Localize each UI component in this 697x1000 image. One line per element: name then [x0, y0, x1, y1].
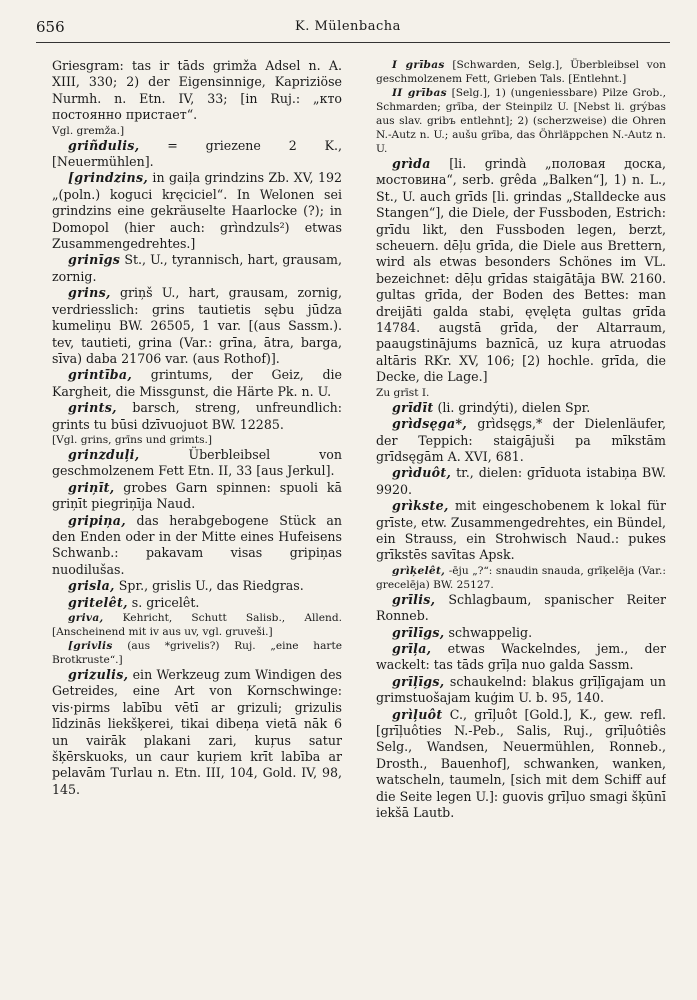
dictionary-entry [376, 400, 666, 416]
dictionary-entry [376, 58, 666, 86]
entry-text: Spr., grislis U., das Riedgras. [114, 578, 304, 594]
entry-text: Griesgram: tas ir tāds grimža Adsel n. A. XIII, 330; 2) der Eigensinnige, Kapriziöse Nurmh. n. Etn. IV, 33; [in Ruj.: „кто постоянно пристает“. [52, 58, 342, 123]
headword: grìkste, [392, 498, 449, 514]
headword: grīlis, [392, 591, 436, 607]
entry-text: Kehricht, Schutt Salisb., Allend. [Anscheinend mit iv aus uv, vgl. gruveši.] [52, 612, 342, 638]
headword: grīdīt [392, 399, 434, 415]
headword: grìda [392, 156, 431, 171]
dictionary-entry [52, 285, 342, 367]
entry-text: (li. grindýti), dielen Spr. [433, 399, 591, 415]
headword: grintība, [68, 367, 133, 383]
headword: grīlīgs, [392, 624, 445, 640]
dictionary-entry [52, 667, 342, 798]
entry-text: in gaiļa grindzins Zb. XV, 192 „(poln.) koguci kręciciel“. In Welonen sei grindzins eine gekräuselte Haarlocke (?); in Domopol (hier auch: grìndzuls²) etwas Zusammengedrehtes.] [52, 170, 342, 252]
left-column [52, 58, 342, 978]
dictionary-entry [52, 595, 342, 611]
dictionary-entry [52, 170, 342, 252]
dictionary-entry [376, 465, 666, 498]
headword: grìļuôt [392, 706, 443, 722]
entry-text: tr., dielen: grīduota istabiņa BW. 9920. [376, 465, 666, 497]
dictionary-entry [52, 400, 342, 433]
headword: grinzduļi, [68, 446, 140, 462]
entry-text: Schlagbaum, spanischer Reiter Ronneb. [376, 591, 666, 624]
dictionary-entry [52, 480, 342, 513]
entry-text: s. gricelêt. [127, 594, 200, 610]
dictionary-entry [52, 513, 342, 579]
dictionary-entry [376, 86, 666, 156]
entry-text: C., grīļuôt [Gold.], K., gew. refl. [grīļuôties N.-Peb., Salis, Ruj., grīļuôtiês Selg., Wandsen, Neuermühlen, Ronneb., Drosth., Bauenhof], schwanken, wanken, watscheln, taumeln, [sich mit dem Schiff auf die Seite legen U.]: guovis grīļuo smagi šķūnī iekšā Lautb. [376, 706, 666, 821]
entry-text: etwas Wackelndes, jem., der wackelt: tas tāds grīļa nuo galda Sassm. [376, 640, 666, 673]
running-head: K. Mülenbacha [295, 19, 401, 34]
entry-text: grintums, der Geiz, die Kargheit, die Missgunst, die Härte Pk. n. U. [52, 367, 342, 399]
entry-text: -ēju „?“: snaudin snauda, grīķelēja (Var.: grecelēja) BW. 25127. [376, 564, 666, 591]
entry-text: griņš U., hart, grausam, zornig, verdriesslich: grins tautietis sębu jūdza kumeliņu BW. 26505, 1 var. [(aus Sassm.). tev, tautieti, grina (Var.: grīna, ātra, barga, sīva) daba 21706 var. (aus Rothof)]. [52, 285, 342, 366]
headword: grins, [68, 285, 111, 301]
dictionary-entry [376, 641, 666, 674]
headword: grints, [68, 400, 117, 416]
dictionary-entry [52, 578, 342, 594]
dictionary-entry [52, 611, 342, 639]
headword: gripiņa, [68, 512, 126, 528]
headword: grīļīgs, [392, 673, 445, 689]
entry-text: = griezene 2 K., [Neuermühlen]. [52, 137, 342, 170]
dictionary-entry [52, 138, 342, 171]
headword: grinīgs [68, 252, 121, 268]
entry-text: [li. grindà „половая доска, мостовина“, serb. grêda „Balken“], 1) n. L., St., U. auch grīds [li. grindas „Stalldecke aus Stangen“], die Diele, der Fussboden, Estrich: grīdu likt, den Fussboden legen, berzt, scheuern. dēļu grīda, die Diele aus Brettern, wird als etwas besonders Schönes im VL. bezeichnet: dēļu grīdas staigātāja BW. 2160. gultas grīda, der Boden des Bettes: man dreijāti galda stabi, ęvęlęta gultas grīda 14784. augstā grīda, der Altarraum, paaugstinājums baznīcā, uz kuŗa atruodas altāris RKr. XV, 106; [2) hochle. grīda, die Decke, die Lage.] [376, 156, 666, 385]
header-rule [36, 42, 670, 43]
dictionary-entry [376, 498, 666, 564]
dictionary-entry [376, 707, 666, 822]
dictionary-entry [376, 564, 666, 592]
entry-text: Vgl. gremža.] [52, 124, 125, 137]
page-header [0, 0, 697, 50]
entry-text: Zu grīst I. [376, 386, 430, 399]
entry-text: schwappelig. [444, 624, 533, 640]
dictionary-entry [52, 367, 342, 400]
dictionary-entry [376, 156, 666, 386]
headword: grīļa, [392, 640, 432, 656]
page-number: 656 [36, 18, 65, 36]
dictionary-entry [376, 386, 666, 400]
headword: I grības [392, 59, 445, 71]
entry-text: barsch, streng, unfreundlich: grints tu būsi dzīvuojuot BW. 12285. [52, 400, 342, 432]
entry-text: [Schwarden, Selg.], Überbleibsel von geschmolzenem Fett, Grieben Tals. [Entlehnt.] [376, 59, 666, 85]
headword: II grības [392, 87, 447, 99]
entry-text: St., U., tyrannisch, hart, grausam, zornig. [52, 252, 342, 284]
dictionary-entry [52, 639, 342, 667]
entry-text: Überbleibsel von geschmolzenem Fett Etn. II, 33 [aus Jerkul]. [52, 446, 342, 479]
headword: gritelêt, [68, 594, 128, 610]
right-column [376, 58, 666, 978]
dictionary-entry [376, 592, 666, 625]
headword: grìdsęga*, [392, 416, 468, 432]
dictionary-entry [376, 674, 666, 707]
dictionary-entry [52, 447, 342, 480]
dictionary-entry [376, 625, 666, 641]
entry-text: grobes Garn spinnen: spuoli kā griņīt piegriņīja Naud. [52, 479, 342, 512]
entry-text: schaukelnd: blakus grīļīgajam un grimstuošajam kuģim U. b. 95, 140. [376, 673, 666, 706]
dictionary-entry [376, 416, 666, 465]
headword: [grivlis [68, 640, 113, 652]
entry-text: das herabgebogene Stück an den Enden oder in der Mitte eines Hufeisens Schwanb.: pakavam visas gripiņas nuodilušas. [52, 512, 342, 577]
headword: griva, [68, 612, 104, 624]
entry-text: [Vgl. grins, grīns und grimts.] [52, 433, 213, 446]
entry-text: (aus *grivelis?) Ruj. „eine harte Brotkruste“.] [52, 640, 342, 666]
headword: grìduôt, [392, 465, 452, 481]
headword: griņīt, [68, 479, 115, 495]
entry-text: mit eingeschobenem k lokal für grīste, etw. Zusammengedrehtes, ein Bündel, ein Strauss, ein Strohwisch Naud.: pukes grīkstēs savītas Apsk. [376, 498, 666, 563]
headword: grisla, [68, 578, 115, 594]
headword: griñdulis, [68, 137, 140, 153]
headword: [grindzins, [68, 170, 149, 186]
dictionary-entry [52, 58, 342, 124]
headword: grìķelêt, [392, 564, 446, 577]
dictionary-entry [52, 124, 342, 138]
entry-text: [Selg.], 1) (ungeniessbare) Pilze Grob., Schmarden; grība, der Steinpilz U. [Nebst li. grýbas aus slav. gribъ entlehnt]; 2) (scherzweise) die Ohren N.-Autz n. U.; aušu grība, das Öhrläppchen N.-Autz n. U. [376, 87, 666, 155]
entry-text: grìdsęgs,* der Dielenläufer, der Teppich: staigājuši pa mīkstām grīdsęgām A. XVI, 681. [376, 416, 666, 464]
entry-text: ein Werkzeug zum Windigen des Getreides, eine Art von Kornschwinge: vis·pirms labību vētī ar grizuli; grizulis līdzinās liekšķerei, tikai dibeņa vietā nāk 6 un vairāk plakani zari, kuŗus satur šķērskuoks, un caur kuŗiem krīt labība ar pelavām Turlau n. Etn. III, 104, Gold. IV, 98, 145. [52, 667, 342, 797]
headword: grizulis, [68, 667, 129, 682]
dictionary-entry [52, 433, 342, 447]
dictionary-entry [52, 252, 342, 285]
